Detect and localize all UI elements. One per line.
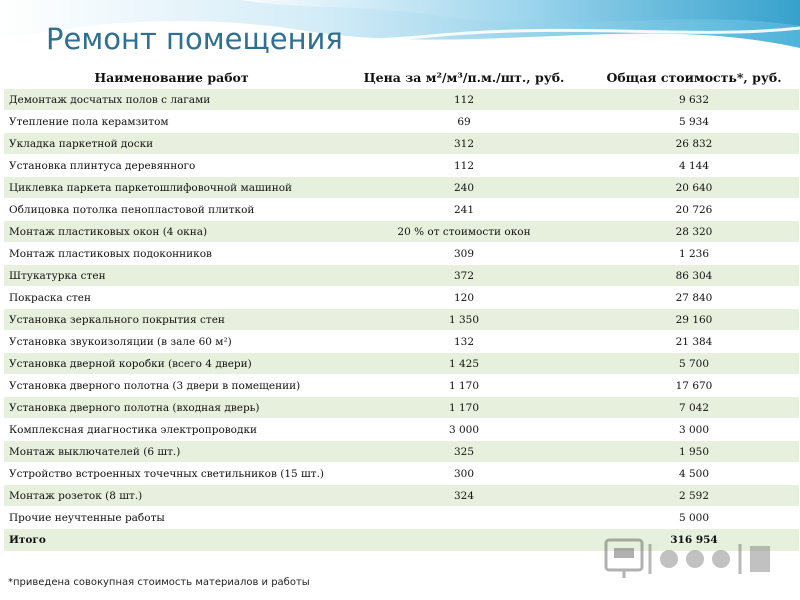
cell-work-name: Установка зеркального покрытия стен: [4, 309, 339, 331]
cell-unit-price: 325: [339, 441, 589, 463]
cell-work-name: Устройство встроенных точечных светильников (15 шт.): [4, 463, 339, 485]
cell-work-name: Утепление пола керамзитом: [4, 111, 339, 133]
cell-work-name: Монтаж пластиковых подоконников: [4, 243, 339, 265]
cell-work-name: Установка дверной коробки (всего 4 двери): [4, 353, 339, 375]
cell-unit-price: 1 350: [339, 309, 589, 331]
cell-total-cost: 1 950: [589, 441, 799, 463]
table-header-row: [4, 66, 799, 89]
table-row: [4, 375, 799, 397]
presentation-logo-icon: [604, 536, 774, 580]
column-header-total-cost: Общая стоимость*, руб.: [589, 66, 799, 89]
table-row: [4, 177, 799, 199]
table-row: [4, 309, 799, 331]
cell-work-name: Монтаж розеток (8 шт.): [4, 485, 339, 507]
cell-total-cost: 4 144: [589, 155, 799, 177]
table-row: [4, 111, 799, 133]
cell-work-name: Монтаж пластиковых окон (4 окна): [4, 221, 339, 243]
cell-unit-price: [339, 507, 589, 529]
cell-total-cost: 21 384: [589, 331, 799, 353]
cell-work-name: Демонтаж досчатых полов с лагами: [4, 89, 339, 111]
cell-work-name: Монтаж выключателей (6 шт.): [4, 441, 339, 463]
cell-unit-price: 300: [339, 463, 589, 485]
table-row: [4, 441, 799, 463]
cell-work-name: Укладка паркетной доски: [4, 133, 339, 155]
table-row: [4, 89, 799, 111]
table-row: [4, 199, 799, 221]
cell-total-cost: 3 000: [589, 419, 799, 441]
cell-work-name: Установка дверного полотна (входная дверь): [4, 397, 339, 419]
cell-total-cost: 7 042: [589, 397, 799, 419]
cell-unit-price: 309: [339, 243, 589, 265]
cell-unit-price: 241: [339, 199, 589, 221]
cell-unit-price: 240: [339, 177, 589, 199]
cell-total-cost: 2 592: [589, 485, 799, 507]
cell-unit-price: 372: [339, 265, 589, 287]
table-row: [4, 419, 799, 441]
cell-work-name: Установка звукоизоляции (в зале 60 м²): [4, 331, 339, 353]
works-cost-table: [4, 66, 799, 552]
cell-total-cost: 4 500: [589, 463, 799, 485]
cell-unit-price: 3 000: [339, 419, 589, 441]
total-label: Итого: [4, 529, 339, 552]
cell-unit-price: 69: [339, 111, 589, 133]
cell-total-cost: 5 000: [589, 507, 799, 529]
table-row: [4, 287, 799, 309]
cell-unit-price: 120: [339, 287, 589, 309]
cell-unit-price: 112: [339, 155, 589, 177]
cell-total-cost: 86 304: [589, 265, 799, 287]
cell-total-cost: 17 670: [589, 375, 799, 397]
table-row: [4, 463, 799, 485]
cell-work-name: Покраска стен: [4, 287, 339, 309]
column-header-work-name: Наименование работ: [4, 66, 339, 89]
footnote: *приведена совокупная стоимость материалов и работы: [8, 577, 310, 588]
cell-total-cost: 1 236: [589, 243, 799, 265]
cell-work-name: Комплексная диагностика электропроводки: [4, 419, 339, 441]
cell-total-cost: 26 832: [589, 133, 799, 155]
cell-total-cost: 29 160: [589, 309, 799, 331]
page-title: Ремонт помещения: [46, 22, 343, 56]
table-row: [4, 133, 799, 155]
table-row: [4, 331, 799, 353]
cell-unit-price: 1 170: [339, 375, 589, 397]
cell-total-cost: 20 726: [589, 199, 799, 221]
cell-unit-price: 312: [339, 133, 589, 155]
table-row: [4, 221, 799, 243]
table-row: [4, 155, 799, 177]
cell-unit-price: 112: [339, 89, 589, 111]
cell-total-cost: 28 320: [589, 221, 799, 243]
cell-unit-price: 1 170: [339, 397, 589, 419]
cell-unit-price: 324: [339, 485, 589, 507]
total-price: [339, 529, 589, 552]
cell-unit-price: 1 425: [339, 353, 589, 375]
cell-unit-price: 132: [339, 331, 589, 353]
cell-work-name: Штукатурка стен: [4, 265, 339, 287]
table-row: [4, 353, 799, 375]
cell-total-cost: 27 840: [589, 287, 799, 309]
total-value: 316 954: [589, 529, 799, 552]
cell-total-cost: 5 700: [589, 353, 799, 375]
cell-total-cost: 9 632: [589, 89, 799, 111]
cell-total-cost: 5 934: [589, 111, 799, 133]
cell-unit-price: 20 % от стоимости окон: [339, 221, 589, 243]
table-row: [4, 265, 799, 287]
table-row: [4, 397, 799, 419]
table-row: [4, 485, 799, 507]
cell-total-cost: 20 640: [589, 177, 799, 199]
cell-work-name: Установка плинтуса деревянного: [4, 155, 339, 177]
cell-work-name: Циклевка паркета паркетошлифовочной машиной: [4, 177, 339, 199]
table-row: [4, 507, 799, 529]
column-header-unit-price: Цена за м²/м³/п.м./шт., руб.: [339, 66, 589, 89]
cell-work-name: Установка дверного полотна (3 двери в помещении): [4, 375, 339, 397]
cell-work-name: Облицовка потолка пенопластовой плиткой: [4, 199, 339, 221]
table-row: [4, 243, 799, 265]
cell-work-name: Прочие неучтенные работы: [4, 507, 339, 529]
